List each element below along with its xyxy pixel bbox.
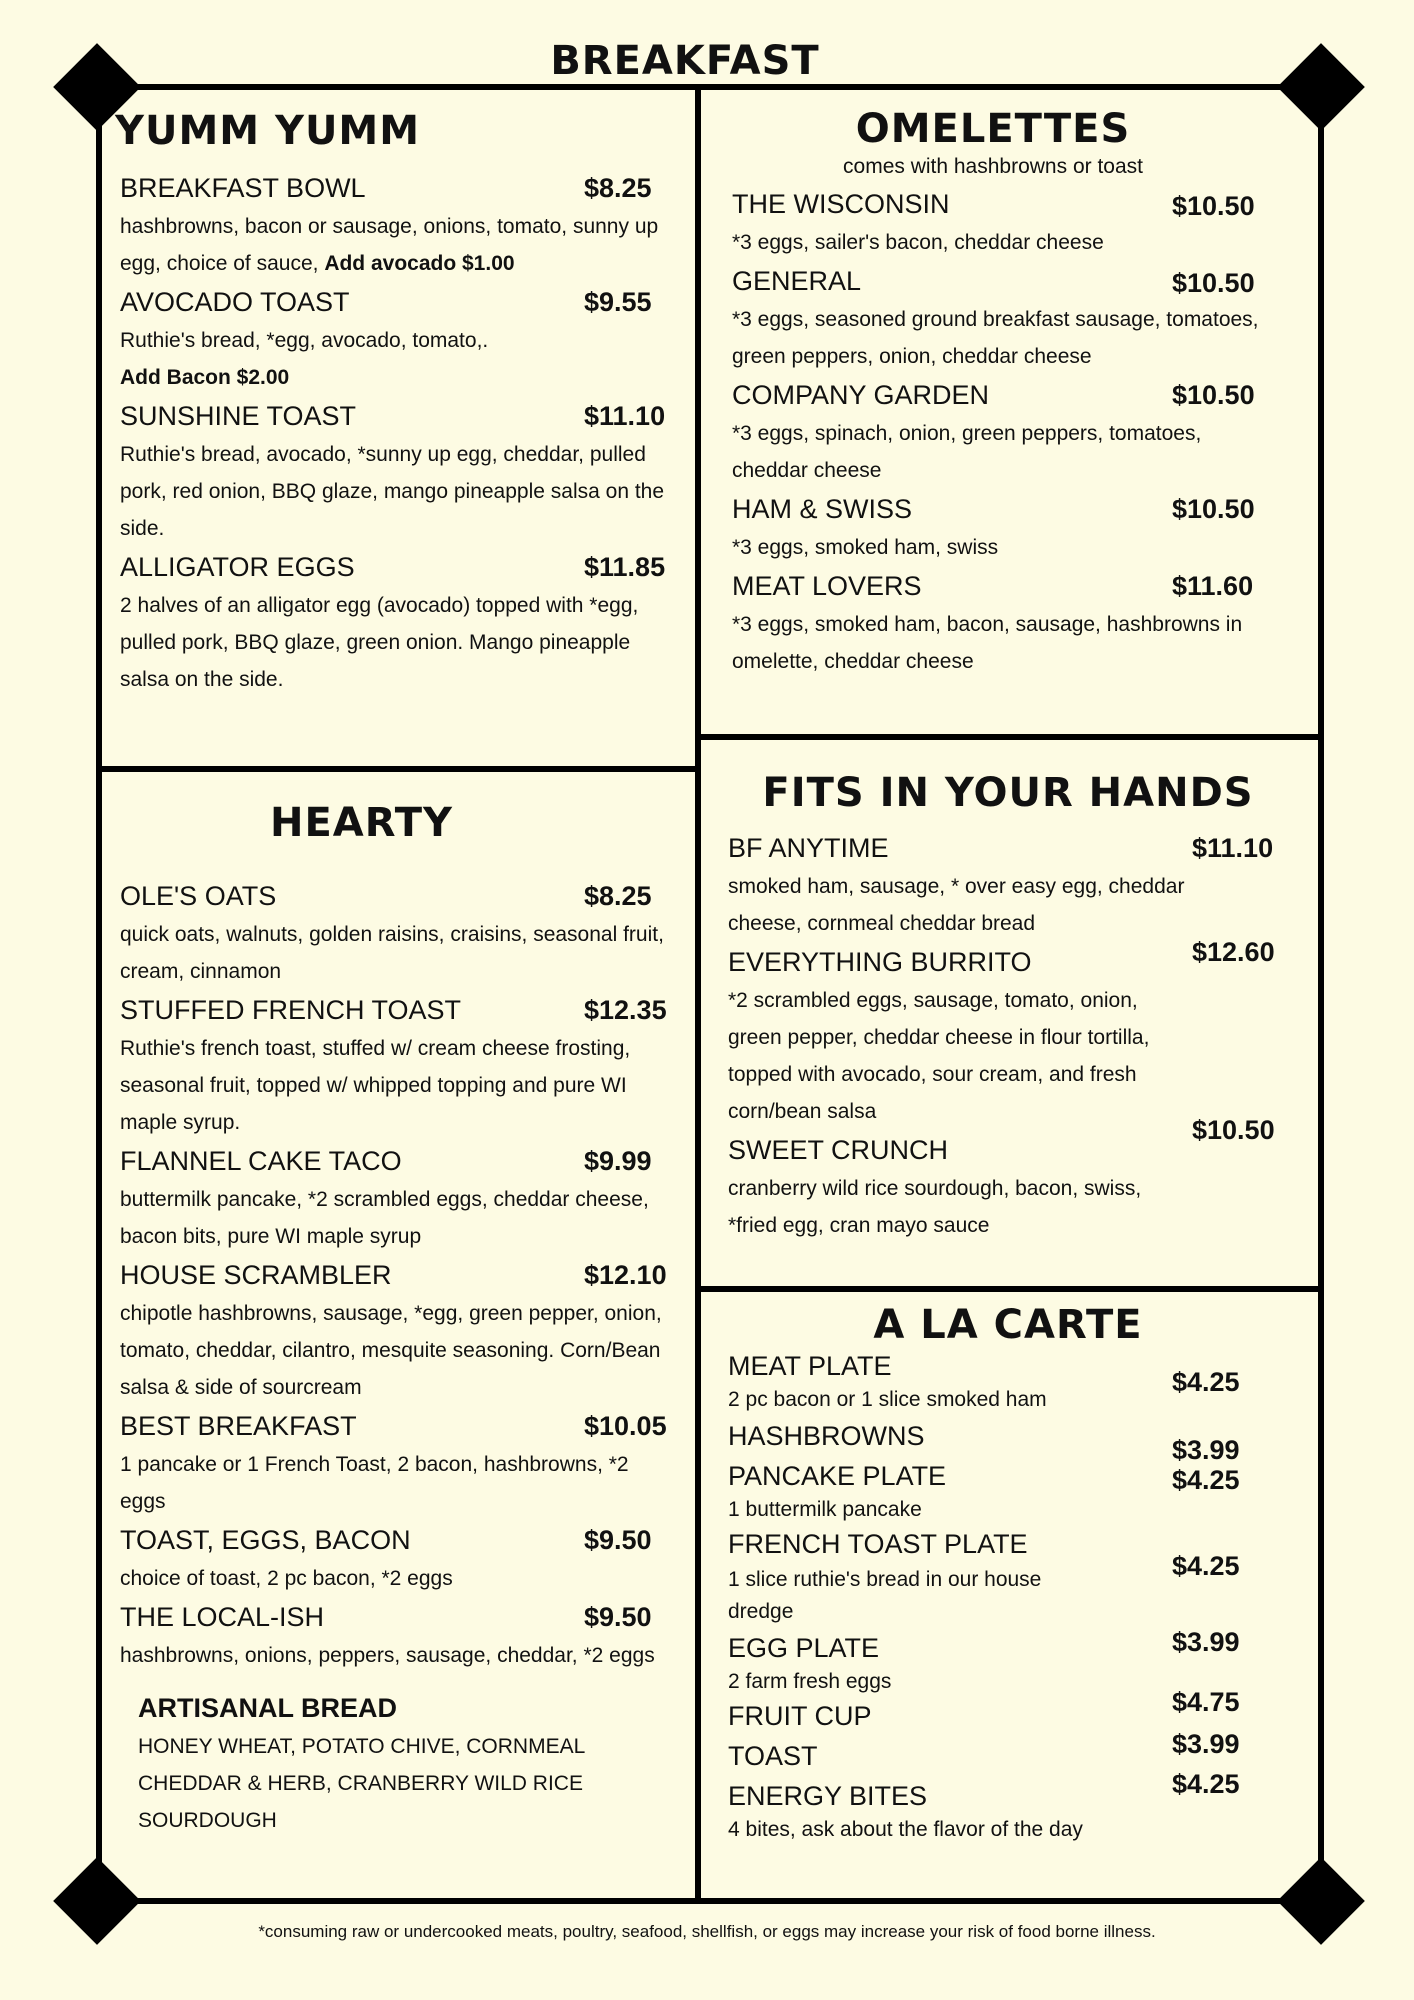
menu-item bbox=[732, 261, 1264, 375]
item-price: $4.75 bbox=[1172, 1687, 1240, 1717]
item-price: $11.10 bbox=[584, 401, 666, 431]
item-description: 1 buttermilk pancake bbox=[728, 1498, 922, 1521]
item-name: HOUSE SCRAMBLER bbox=[120, 1260, 392, 1290]
item-price: $11.85 bbox=[584, 552, 666, 582]
item-name: SUNSHINE TOAST bbox=[120, 401, 357, 431]
item-description: cranberry wild rice sourdough, bacon, swiss, *fried egg, cran mayo sauce bbox=[728, 1177, 1142, 1237]
artisanal-bread bbox=[120, 1688, 658, 1839]
item-description: *2 scrambled eggs, sausage, tomato, onion, green pepper, cheddar cheese in flour tortilla, topped with avocado, sour cream, and fresh corn/bean salsa bbox=[728, 989, 1150, 1123]
item-name: BEST BREAKFAST bbox=[120, 1411, 357, 1441]
item-description: *3 eggs, seasoned ground breakfast sausage, tomatoes, green peppers, onion, cheddar cheese bbox=[732, 308, 1259, 368]
item-description: choice of toast, 2 pc bacon, *2 eggs bbox=[120, 1567, 453, 1590]
item-price: $10.50 bbox=[1172, 268, 1255, 298]
menu-item bbox=[120, 547, 672, 698]
frame-left bbox=[96, 84, 102, 1904]
item-price: $12.35 bbox=[584, 995, 667, 1025]
item-name: STUFFED FRENCH TOAST bbox=[120, 995, 462, 1025]
frame-right bbox=[1318, 84, 1324, 1904]
item-description: 1 slice ruthie's bread in our house dredge bbox=[728, 1568, 1042, 1623]
item-description: *3 eggs, smoked ham, bacon, sausage, hashbrowns in omelette, cheddar cheese bbox=[732, 613, 1243, 673]
frame-center bbox=[695, 90, 701, 1898]
menu-item bbox=[728, 1524, 1288, 1628]
section-yumm-yumm bbox=[115, 108, 672, 698]
item-description: 2 pc bacon or 1 slice smoked ham bbox=[728, 1388, 1047, 1411]
section-hearty bbox=[120, 800, 672, 1839]
item-price: $8.25 bbox=[584, 173, 652, 203]
section-a-la-carte bbox=[728, 1302, 1288, 1844]
item-name: COMPANY GARDEN bbox=[732, 380, 990, 410]
frame-top bbox=[96, 84, 1324, 90]
menu-item bbox=[120, 282, 672, 396]
page-title: BREAKFAST bbox=[550, 38, 820, 84]
item-price: $9.50 bbox=[584, 1602, 652, 1632]
item-description: quick oats, walnuts, golden raisins, craisins, seasonal fruit, cream, cinnamon bbox=[120, 923, 664, 983]
item-price: $3.99 bbox=[1172, 1729, 1240, 1759]
item-price: $9.50 bbox=[584, 1525, 652, 1555]
menu-item bbox=[732, 566, 1264, 680]
item-price: $10.05 bbox=[584, 1411, 667, 1441]
section-title: A LA CARTE bbox=[873, 1302, 1143, 1348]
item-description: hashbrowns, bacon or sausage, onions, tomato, sunny up egg, choice of sauce, bbox=[120, 215, 659, 275]
section-omelettes bbox=[732, 106, 1264, 680]
item-price: $12.10 bbox=[584, 1260, 667, 1290]
menu-item bbox=[120, 396, 672, 547]
item-name: BREAKFAST BOWL bbox=[120, 173, 366, 203]
menu-item bbox=[728, 937, 1288, 1130]
item-name: OLE'S OATS bbox=[120, 881, 277, 911]
item-price: $10.50 bbox=[1172, 191, 1255, 221]
item-name: BF ANYTIME bbox=[728, 833, 889, 863]
section-title: FITS IN YOUR HANDS bbox=[762, 770, 1254, 816]
item-price: $9.99 bbox=[584, 1146, 652, 1176]
item-name: EVERYTHING BURRITO bbox=[728, 947, 1032, 977]
menu-item bbox=[120, 1141, 672, 1255]
section-title: OMELETTES bbox=[855, 106, 1131, 152]
menu-item bbox=[120, 1255, 672, 1406]
menu-item bbox=[728, 1115, 1288, 1244]
item-name: FRUIT CUP bbox=[728, 1701, 872, 1731]
item-name: MEAT PLATE bbox=[728, 1351, 892, 1381]
item-addon: Add avocado $1.00 bbox=[324, 252, 515, 275]
bread-title: ARTISANAL BREAD bbox=[138, 1693, 398, 1723]
item-price: $4.25 bbox=[1172, 1769, 1240, 1799]
item-description: Ruthie's bread, avocado, *sunny up egg, cheddar, pulled pork, red onion, BBQ glaze, mango pineapple salsa on the side. bbox=[120, 443, 665, 540]
item-name: ENERGY BITES bbox=[728, 1781, 928, 1811]
item-name: HASHBROWNS bbox=[728, 1421, 925, 1451]
menu-item bbox=[728, 1348, 1288, 1416]
menu-item bbox=[120, 876, 672, 990]
menu-item bbox=[728, 1456, 1288, 1524]
item-name: THE LOCAL-ISH bbox=[120, 1602, 325, 1632]
item-description: hashbrowns, onions, peppers, sausage, cheddar, *2 eggs bbox=[120, 1644, 655, 1667]
section-fits-in-your-hands bbox=[728, 770, 1288, 1244]
item-price: $10.50 bbox=[1192, 1115, 1275, 1145]
menu-item bbox=[732, 375, 1264, 489]
menu-item bbox=[120, 1597, 672, 1674]
item-price: $3.99 bbox=[1172, 1435, 1240, 1465]
menu-item bbox=[732, 489, 1264, 566]
item-name: TOAST, EGGS, BACON bbox=[120, 1525, 411, 1555]
item-description: chipotle hashbrowns, sausage, *egg, green pepper, onion, tomato, cheddar, cilantro, mesquite seasoning. Corn/Bean salsa & side of sourcream bbox=[120, 1302, 662, 1399]
divider-left bbox=[96, 766, 698, 772]
item-description: 1 pancake or 1 French Toast, 2 bacon, hashbrowns, *2 eggs bbox=[120, 1453, 629, 1513]
item-price: $10.50 bbox=[1172, 380, 1255, 410]
item-price: $11.60 bbox=[1172, 571, 1254, 601]
section-title: HEARTY bbox=[270, 800, 454, 846]
menu-item bbox=[120, 1520, 672, 1597]
menu-item bbox=[120, 1406, 672, 1520]
menu-item bbox=[120, 990, 672, 1141]
menu-item bbox=[732, 184, 1264, 261]
menu-item bbox=[728, 1416, 1288, 1465]
item-addon: Add Bacon $2.00 bbox=[120, 366, 290, 389]
footer-disclaimer: *consuming raw or undercooked meats, poultry, seafood, shellfish, or eggs may increase your risk of food borne illness. bbox=[258, 1922, 1156, 1941]
item-name: SWEET CRUNCH bbox=[728, 1135, 949, 1165]
item-description: 2 halves of an alligator egg (avocado) topped with *egg, pulled pork, BBQ glaze, green onion. Mango pineapple salsa on the side. bbox=[120, 594, 639, 691]
item-price: $10.50 bbox=[1172, 494, 1255, 524]
item-description: 4 bites, ask about the flavor of the day bbox=[728, 1818, 1083, 1841]
menu-item bbox=[120, 168, 672, 282]
item-price: $11.10 bbox=[1192, 833, 1274, 863]
item-price: $4.25 bbox=[1172, 1551, 1240, 1581]
frame-bottom bbox=[96, 1898, 1324, 1904]
item-name: EGG PLATE bbox=[728, 1633, 880, 1663]
item-price: $9.55 bbox=[584, 287, 652, 317]
item-name: HAM & SWISS bbox=[732, 494, 913, 524]
item-price: $3.99 bbox=[1172, 1627, 1240, 1657]
item-price: $8.25 bbox=[584, 881, 652, 911]
divider-right-2 bbox=[698, 1286, 1322, 1292]
item-description: *3 eggs, smoked ham, swiss bbox=[732, 536, 999, 559]
item-description: buttermilk pancake, *2 scrambled eggs, cheddar cheese, bacon bits, pure WI maple syrup bbox=[120, 1188, 649, 1248]
menu-item bbox=[728, 828, 1288, 942]
item-name: ALLIGATOR EGGS bbox=[120, 552, 355, 582]
item-description: Ruthie's bread, *egg, avocado, tomato,. bbox=[120, 329, 489, 352]
section-title: YUMM YUMM bbox=[115, 108, 421, 154]
item-description: Ruthie's french toast, stuffed w/ cream cheese frosting, seasonal fruit, topped w/ whipped topping and pure WI maple syrup. bbox=[120, 1037, 631, 1134]
section-subtitle: comes with hashbrowns or toast bbox=[843, 155, 1143, 178]
item-name: FLANNEL CAKE TACO bbox=[120, 1146, 402, 1176]
item-name: AVOCADO TOAST bbox=[120, 287, 350, 317]
item-name: PANCAKE PLATE bbox=[728, 1461, 947, 1491]
item-description: *3 eggs, spinach, onion, green peppers, tomatoes, cheddar cheese bbox=[732, 422, 1202, 482]
item-description: *3 eggs, sailer's bacon, cheddar cheese bbox=[732, 231, 1104, 254]
item-name: GENERAL bbox=[732, 266, 862, 296]
item-price: $4.25 bbox=[1172, 1465, 1240, 1495]
item-description: 2 farm fresh eggs bbox=[728, 1670, 892, 1693]
item-name: THE WISCONSIN bbox=[732, 189, 950, 219]
item-name: FRENCH TOAST PLATE bbox=[728, 1529, 1028, 1559]
item-price: $4.25 bbox=[1172, 1367, 1240, 1397]
item-description: smoked ham, sausage, * over easy egg, cheddar cheese, cornmeal cheddar bread bbox=[728, 875, 1185, 935]
item-price: $12.60 bbox=[1192, 937, 1275, 967]
bread-description: HONEY WHEAT, POTATO CHIVE, CORNMEAL CHEDDAR & HERB, CRANBERRY WILD RICE SOURDOUGH bbox=[138, 1735, 585, 1832]
divider-right-1 bbox=[698, 734, 1322, 740]
item-name: TOAST bbox=[728, 1741, 818, 1771]
menu-item bbox=[728, 1769, 1288, 1844]
item-name: MEAT LOVERS bbox=[732, 571, 922, 601]
